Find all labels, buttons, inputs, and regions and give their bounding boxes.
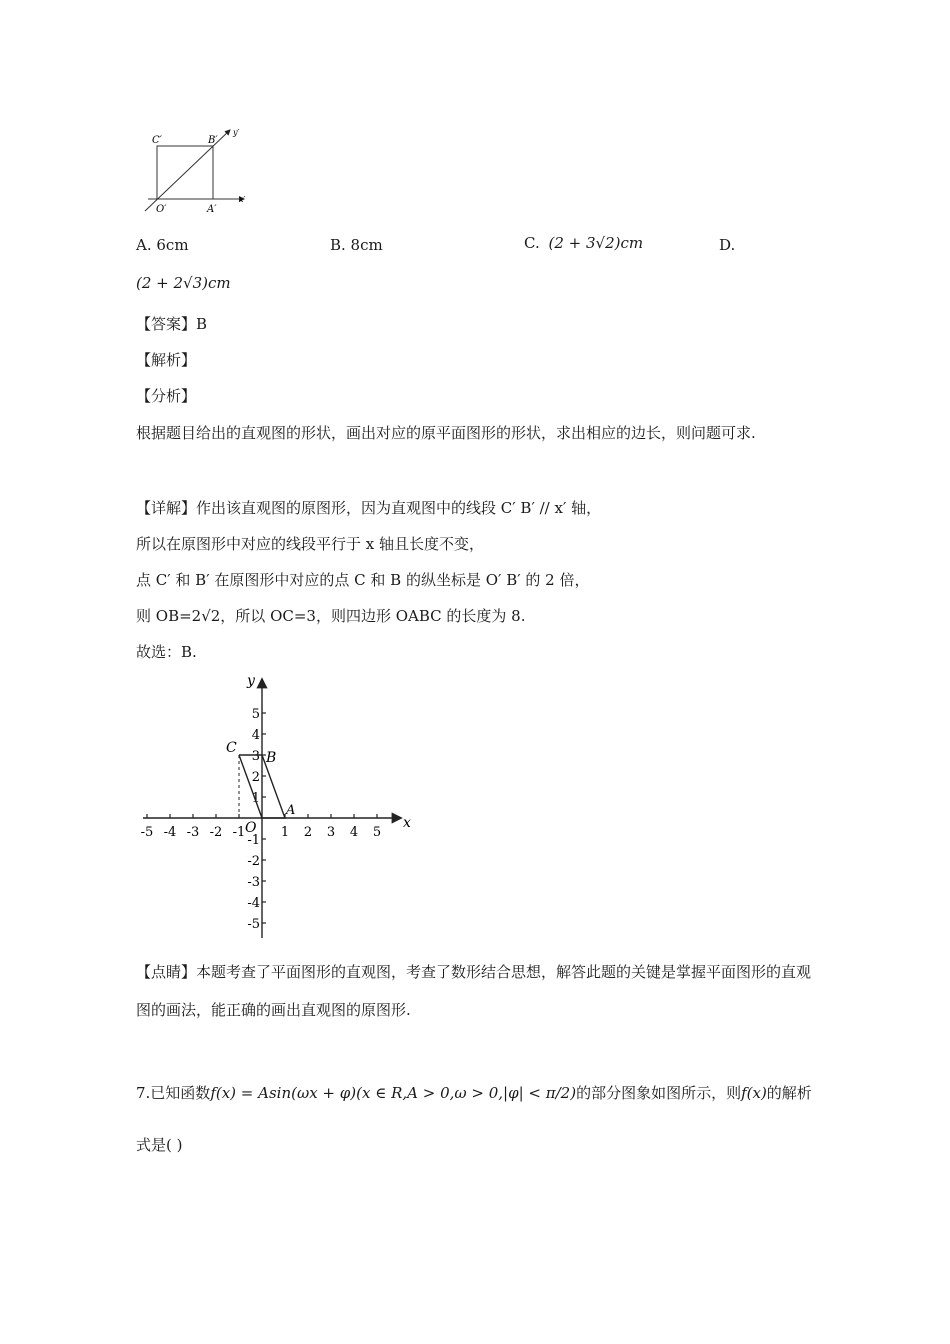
- option-b[interactable]: B. 8cm: [330, 236, 383, 254]
- y-tick-label: 1: [251, 791, 260, 806]
- q7-line-2: 式是( ): [136, 1136, 183, 1154]
- dianjing-text: [136, 953, 826, 1029]
- q7-fx: f(x): [741, 1084, 767, 1102]
- origin-label: O: [245, 820, 257, 836]
- answer-tag: 【答案】: [136, 315, 197, 333]
- x-tick-label: 4: [349, 825, 359, 840]
- label-y-prime: y′: [233, 128, 240, 137]
- axis-label-x: x: [403, 815, 411, 831]
- x-tick-label: -1: [232, 825, 246, 840]
- x-tick-label: -5: [140, 825, 154, 840]
- dianjing-tag: 【点睛】: [136, 963, 197, 981]
- answer-value: B: [196, 315, 208, 333]
- option-a[interactable]: A. 6cm: [136, 236, 189, 254]
- x-tick-label: 2: [303, 825, 313, 840]
- detail-line-1: [136, 497, 601, 518]
- option-c-math: (2 + 3√2)cm: [548, 234, 644, 252]
- analysis-tag: 【解析】: [136, 351, 197, 369]
- y-tick-label: -1: [247, 833, 260, 848]
- fenxi-tag: 【分析】: [136, 387, 197, 405]
- label-b-prime: B′: [208, 135, 218, 146]
- detail-conclusion: 故选：B.: [136, 643, 197, 661]
- q7-prefix: 7.已知函数: [136, 1084, 211, 1102]
- x-tick-label: -3: [186, 825, 200, 840]
- option-d-math: (2 + 2√3)cm: [136, 274, 231, 292]
- y-tick-label: 3: [251, 749, 260, 764]
- detail-tag: 【详解】: [136, 499, 197, 517]
- label-o-prime: O′: [156, 204, 167, 215]
- option-c-label: C.: [524, 234, 540, 252]
- point-label-c: C: [226, 740, 237, 756]
- x-tick-label: -4: [163, 825, 177, 840]
- x-tick-label: 3: [326, 825, 336, 840]
- x-tick-label: -2: [209, 825, 223, 840]
- detail-line1-text: 作出该直观图的原图形，因为直观图中的线段 C′ B′ // x′ 轴，: [196, 499, 602, 517]
- y-tick-label: -5: [247, 917, 260, 932]
- label-x-prime: x′: [239, 195, 246, 204]
- y-tick-label: -3: [247, 875, 260, 890]
- option-d[interactable]: D.: [719, 236, 736, 254]
- oblique-figure: [140, 125, 255, 220]
- x-tick-label: 1: [280, 825, 290, 840]
- point-label-b: B: [266, 750, 277, 766]
- detail-line-3: 点 C′ 和 B′ 在原图形中对应的点 C 和 B 的纵坐标是 O′ B′ 的 2 倍，: [136, 571, 590, 589]
- q7-suffix2: 的解析: [766, 1084, 812, 1102]
- answer-line: [136, 313, 207, 334]
- fenxi-text: 根据题目给出的直观图的形状，画出对应的原平面图形的形状，求出相应的边长，则问题可求.: [136, 424, 756, 442]
- label-c-prime: C′: [152, 135, 162, 146]
- q7-suffix1: 的部分图象如图所示，则: [576, 1084, 742, 1102]
- label-a-prime: A′: [207, 204, 217, 215]
- y-tick-label: 5: [251, 707, 260, 722]
- x-tick-label: 5: [372, 825, 382, 840]
- y-tick-label: -2: [247, 854, 260, 869]
- point-label-a: A: [286, 803, 296, 818]
- y-tick-label: 2: [251, 770, 260, 785]
- detail-line-2: 所以在原图形中对应的线段平行于 x 轴且长度不变，: [136, 535, 484, 553]
- coordinate-plot: [135, 670, 420, 945]
- detail-line-4: 则 OB=2√2，所以 OC=3，则四边形 OABC 的长度为 8.: [136, 607, 526, 625]
- q7-formula: f(x) = Asin(ωx + φ)(x ∈ R,A > 0,ω > 0,|φ| < π/2): [210, 1084, 577, 1102]
- axis-label-y: y: [247, 673, 255, 689]
- option-c[interactable]: [524, 234, 643, 252]
- q7-line-1: [136, 1082, 812, 1103]
- dianjing-body: 本题考查了平面图形的直观图，考查了数形结合思想，解答此题的关键是掌握平面图形的直观图的画法，能正确的画出直观图的原图形.: [136, 963, 812, 1019]
- y-tick-label: 4: [251, 728, 260, 743]
- y-tick-label: -4: [247, 896, 260, 911]
